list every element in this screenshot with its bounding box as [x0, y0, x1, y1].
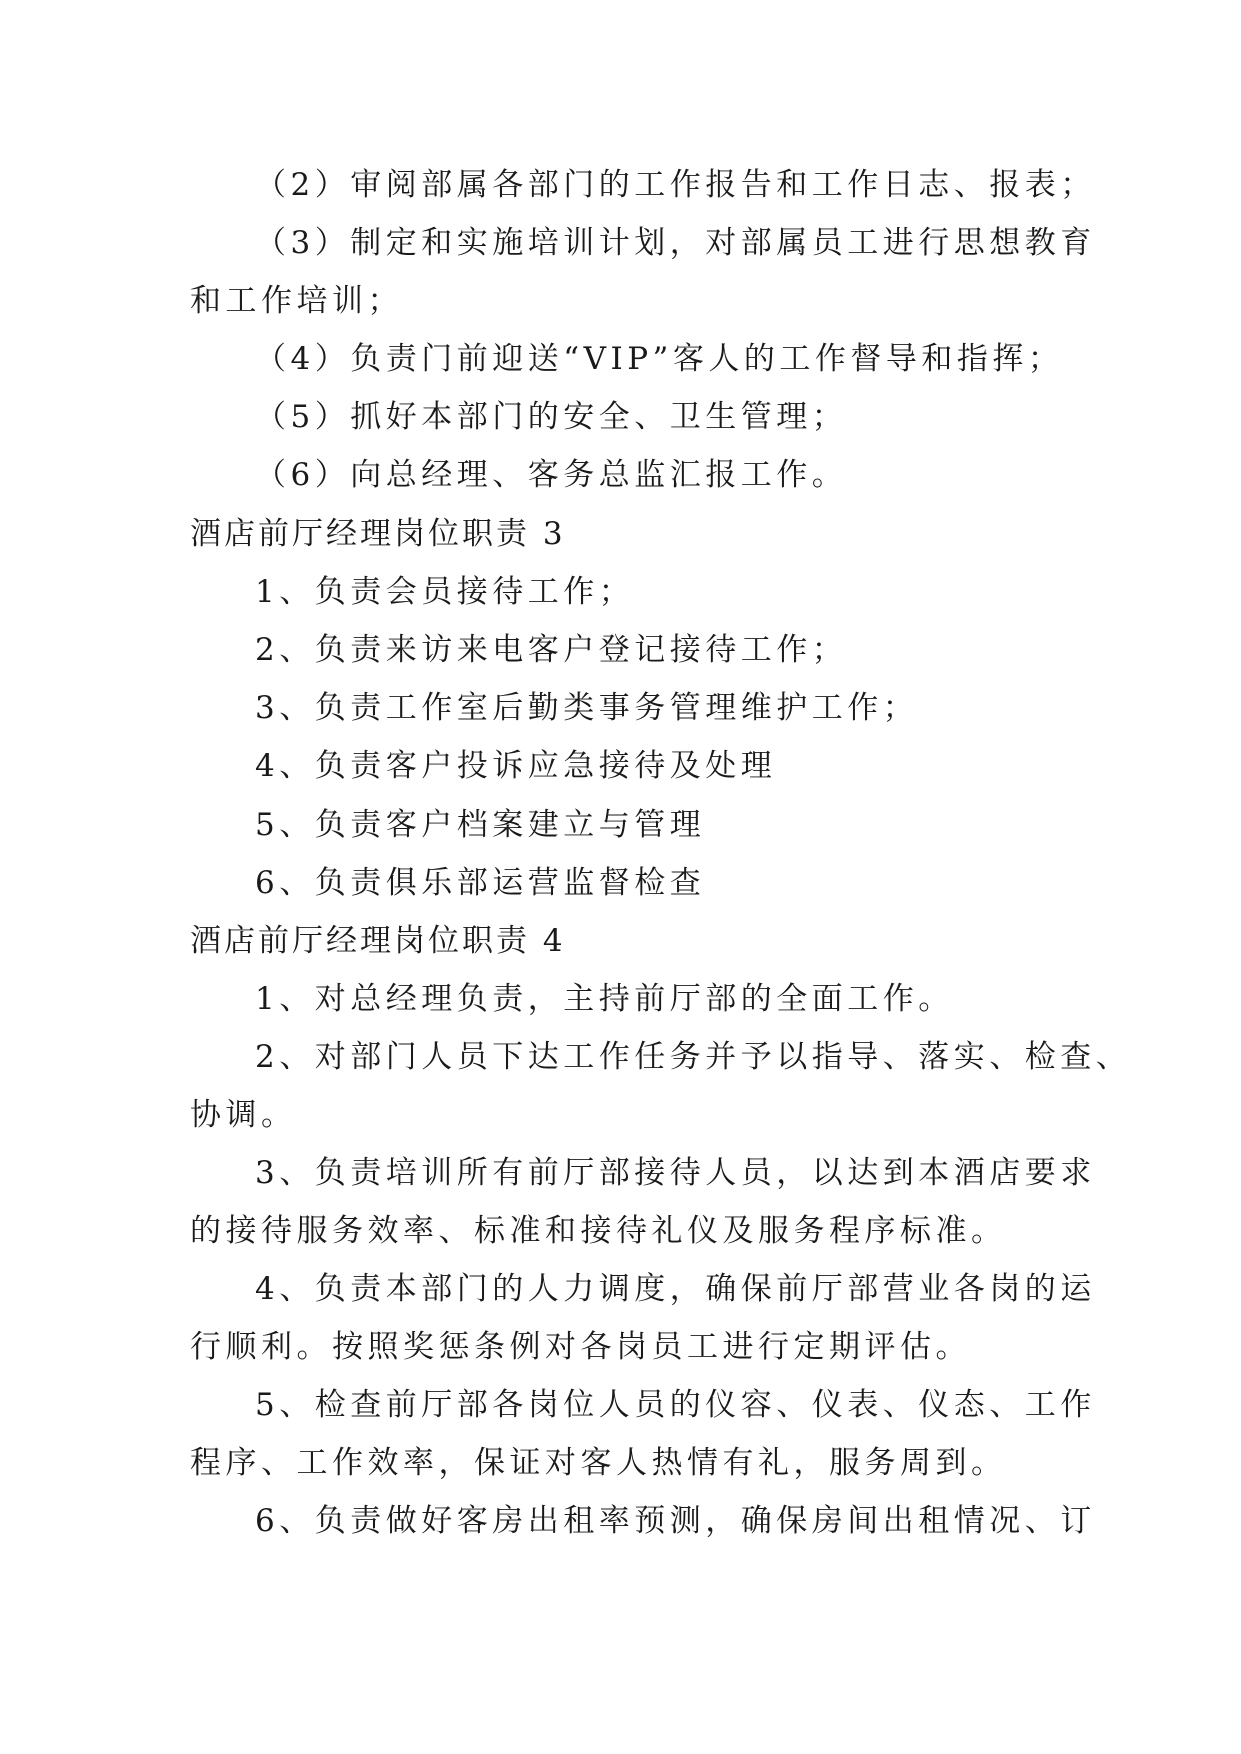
section2-item-6: （6）向总经理、客务总监汇报工作。	[255, 457, 848, 493]
section4-line-4: 3、负责培训所有前厅部接待人员，以达到本酒店要求	[255, 1155, 1096, 1191]
section3-item-1: 1、负责会员接待工作；	[255, 574, 635, 610]
section3-item-4: 4、负责客户投诉应急接待及处理	[255, 748, 777, 784]
section3-item-3: 3、负责工作室后勤类事务管理维护工作；	[255, 690, 919, 726]
section3-item-5: 5、负责客户档案建立与管理	[255, 807, 706, 843]
section4-heading: 酒店前厅经理岗位职责 4	[190, 923, 566, 959]
section4-line-8: 5、检查前厅部各岗位人员的仪容、仪表、仪态、工作	[255, 1387, 1096, 1423]
section4-line-6: 4、负责本部门的人力调度，确保前厅部营业各岗的运	[255, 1271, 1096, 1307]
section4-line-7: 行顺利。按照奖惩条例对各岗员工进行定期评估。	[190, 1329, 971, 1365]
section4-line-3: 协调。	[190, 1097, 297, 1133]
section2-item-4: （4）负责门前迎送“VIP”客人的工作督导和指挥；	[255, 341, 1064, 377]
section2-item-5: （5）抓好本部门的安全、卫生管理；	[255, 399, 848, 435]
section4-line-1: 1、对总经理负责，主持前厅部的全面工作。	[255, 981, 954, 1017]
section2-item-3: （3）制定和实施培训计划，对部属员工进行思想教育	[255, 225, 1096, 261]
section4-line-2: 2、对部门人员下达工作任务并予以指导、落实、检查、	[255, 1039, 1132, 1075]
section4-line-9: 程序、工作效率，保证对客人热情有礼，服务周到。	[190, 1445, 1007, 1481]
section2-item-3-continued: 和工作培训；	[190, 283, 403, 319]
section4-line-5: 的接待服务效率、标准和接待礼仪及服务程序标准。	[190, 1213, 1007, 1249]
section3-item-2: 2、负责来访来电客户登记接待工作；	[255, 632, 848, 668]
section3-item-6: 6、负责俱乐部运营监督检查	[255, 865, 706, 901]
section4-line-10: 6、负责做好客房出租率预测，确保房间出租情况、订	[255, 1503, 1096, 1539]
section3-heading: 酒店前厅经理岗位职责 3	[190, 516, 566, 552]
section2-item-2: （2）审阅部属各部门的工作报告和工作日志、报表；	[255, 167, 1096, 203]
